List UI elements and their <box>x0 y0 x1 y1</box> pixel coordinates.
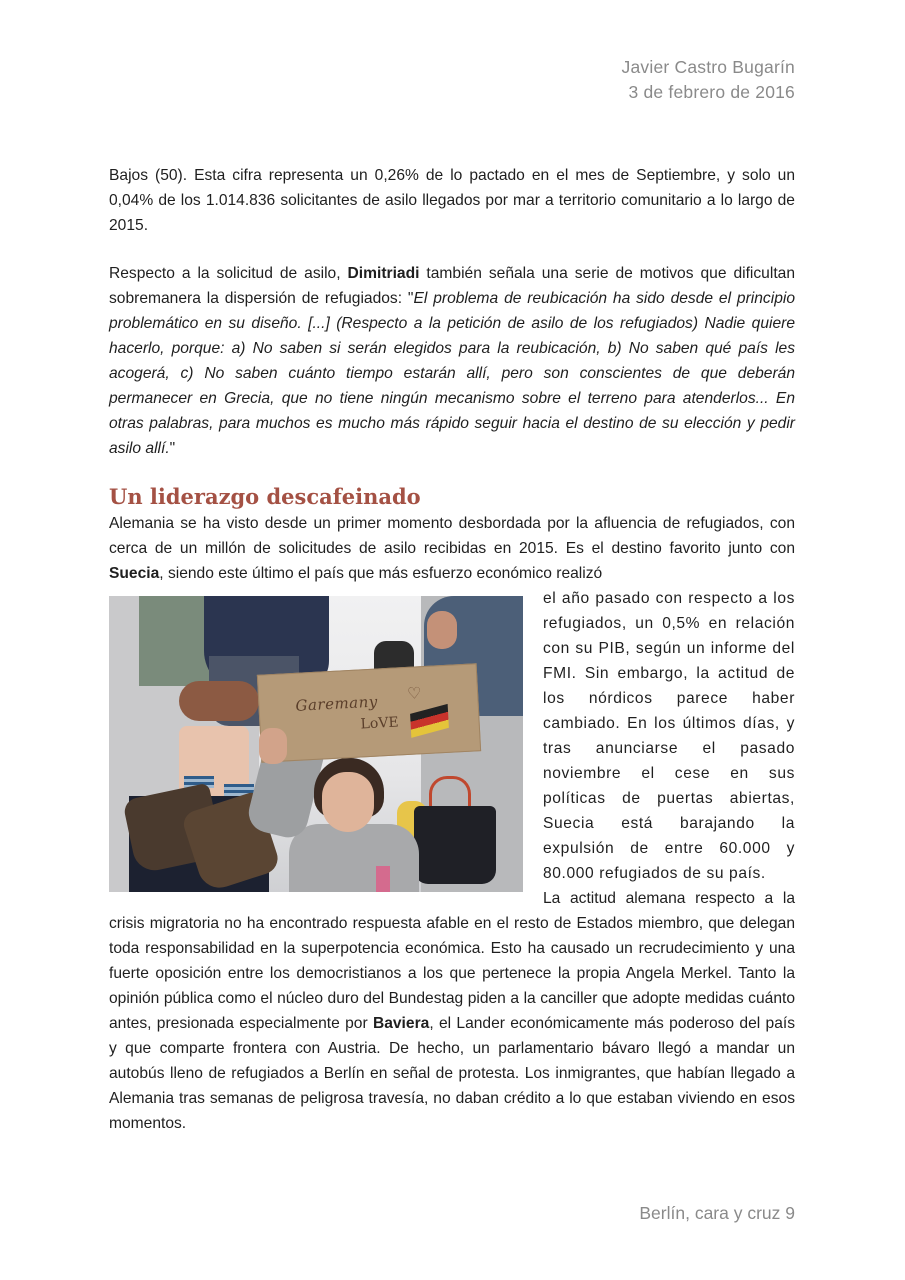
article-body <box>109 163 795 1136</box>
sign-text: Garemany <box>295 692 379 715</box>
photo-bag <box>414 806 496 884</box>
cardboard-sign <box>257 663 481 762</box>
paragraph-1: Bajos (50). Esta cifra representa un 0,26% de lo pactado en el mes de Septiembre, y solo un 0,04% de los 1.014.836 solicitantes de asilo llegados por mar a territorio comunitario a lo largo de 2015. <box>109 167 795 234</box>
page-footer <box>639 1202 795 1224</box>
refugee-photo <box>109 596 523 892</box>
publish-date: 3 de febrero de 2016 <box>628 82 795 102</box>
page-header <box>622 55 795 105</box>
paragraph-3: Alemania se ha visto desde un primer momento desbordada por la afluencia de refugiados, con cerca de un millón de solicitudes de asilo recibidas en 2015. Es el destino favorito junto con Suecia, siendo este último el país que más esfuerzo económico realizó <box>109 515 795 582</box>
paragraph-4: el año pasado con respecto a los refugiados, un 0,5% en relación con su PIB, según un informe del FMI. Sin embargo, la actitud de los nórdicos parece haber cambiado. En los últimos días, y tras anunciarse el pasado noviembre el cese en sus políticas de puertas abiertas, Suecia está barajando la expulsión de entre 60.000 y 80.000 refugiados de su país. <box>543 590 795 882</box>
section-heading: Un liderazgo descafeinado <box>109 484 421 509</box>
heart-icon: ♡ <box>406 685 422 703</box>
name-dimitriadi: Dimitriadi <box>347 265 420 282</box>
name-baviera: Baviera <box>372 1015 430 1032</box>
paragraph-2: Respecto a la solicitud de asilo, Dimitriadi también señala una serie de motivos que dificultan sobremanera la dispersión de refugiados: "El problema de reubicación ha sido desde el principio problemático en su diseño. [...] (Respecto a la petición de asilo de los refugiados) Nadie quiere hacerlo, porque: a) No saben si serán elegidos para la reubicación, b) No saben qué país les acogerá, c) No saben cuánto tiempo estarán allí, pero son conscientes de que deberán permanecer en Grecia, que no tiene ningún mecanismo sobre el terreno para atenderlos... En otras palabras, para muchos es mucho más rápido seguir hacia el destino de su elección y pedir asilo allí." <box>109 265 796 457</box>
paragraph-5: La actitud alemana respecto a la crisis migratoria no ha encontrado respuesta afable en el resto de Estados miembro, que delegan toda responsabilidad en la superpotencia económica. Esto ha causado un recrudecimiento y una fuerte oposición entre los democristianos a los que pertenece la propia Angela Merkel. Tanto la opinión pública como el núcleo duro del Bundestag piden a la canciller que adopte medidas cuánto antes, presionada especialmente por Baviera, el Lander económicamente más poderoso del país y que comparte frontera con Austria. De hecho, un parlamentario bávaro llegó a mandar un autobús lleno de refugiados a Berlín en señal de protesta. Los inmigrantes, que habían llegado a Alemania tras semanas de peligrosa travesía, no daban crédito a lo que estaban viviendo en esos momentos. <box>109 890 795 1132</box>
name-suecia: Suecia <box>109 565 160 582</box>
author-name: Javier Castro Bugarín <box>621 57 795 77</box>
photo-girl <box>289 824 419 892</box>
quote-dimitriadi: El problema de reubicación ha sido desde el principio problemático en su diseño. [...] (Respecto a la petición de asilo de los refugiados) Nadie quiere hacerlo, porque: a) No saben si serán elegidos para la reubicación, b) No saben qué país les acogerá, c) No saben cuánto tiempo estarán allí, pero son conscientes de que deberán permanecer en Grecia, que no tiene ningún mecanismo sobre el terreno para atenderlos... En otras palabras, para muchos es mucho más rápido seguir hacia el destino de su elección y pedir asilo allí. <box>109 290 796 457</box>
footer-label: Berlín, cara y cruz 9 <box>639 1203 795 1223</box>
sign-love: LoVE <box>360 714 400 733</box>
german-flag-icon <box>410 704 449 738</box>
